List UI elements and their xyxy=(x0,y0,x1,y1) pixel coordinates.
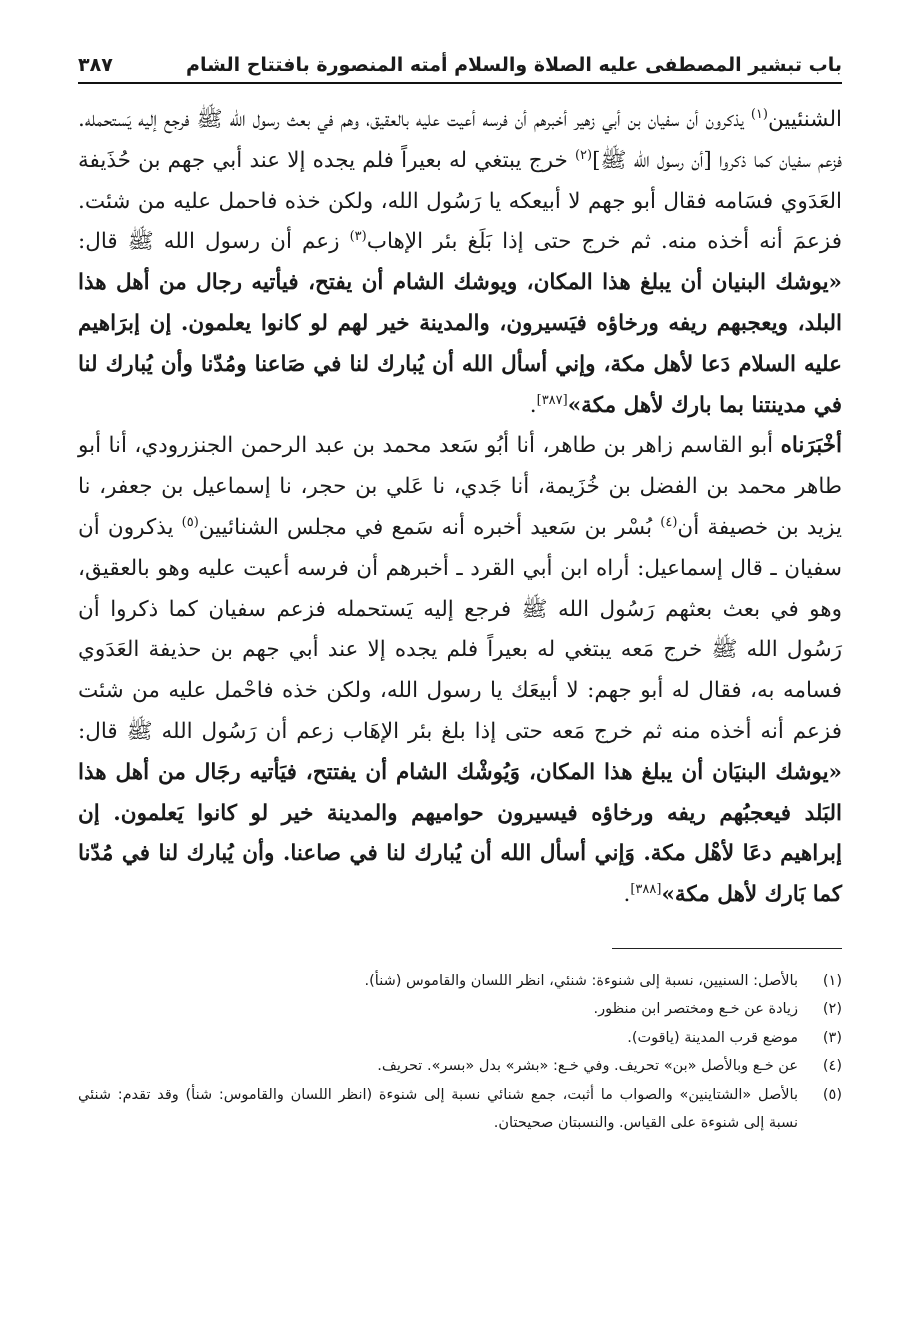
hadith-quote: «يوشك البنيَان أن يبلغ هذا المكان، وَيُوشْك الشام أن يفتتح، فيَأتيه رجَال من أهل هذا البَلد فيعجبُهم ريفه ورخاؤه فيسيرون حواميهم والمدينة خير لو كانوا يَعلمون. إن إبراهيم دعَا لأهْل مكة. وَإني أسأل الله أن يُبارك لنا في صاعنا. وأن يُبارك لنا في مُدّنا كما بَارك لأهل مكة» xyxy=(78,759,842,908)
hadith-number: [٣٨٧] xyxy=(536,392,568,408)
paragraph-1 xyxy=(78,100,842,426)
main-text xyxy=(78,100,842,916)
chapter-title: باب تبشير المصطفى عليه الصلاة والسلام أمته المنصورة بافتتاح الشام xyxy=(186,54,842,76)
footnote-number: (١) xyxy=(822,972,842,989)
hadith-quote: «يوشك البنيان أن يبلغ هذا المكان، ويوشك الشام أن يفتح، فيأتيه رجال من أهل هذا البلد، ويعجبهم ريفه ورخاؤه فيَسيرون، والمدينة خير لهم لو كانوا يعلمون. إن إبرَاهيم عليه السلام دَعا لأهل مكة، وإني أسأل الله أن يُبارك لنا في صَاعنا ومُدّنا وأن يُبارك لنا في مدينتنا بما بارك لأهل مكة» xyxy=(78,270,842,418)
footnote-item xyxy=(78,1024,842,1053)
footnote-item xyxy=(78,1081,842,1138)
footnote-number: (٤) xyxy=(822,1058,842,1075)
text-run: . xyxy=(623,882,631,908)
hadith-number: [٣٨٨] xyxy=(630,881,662,897)
footnote-ref-3: (٣) xyxy=(349,229,367,245)
text-run: بُسْر بن سَعيد أخبره أنه سَمع في مجلس الشنائيين xyxy=(198,514,661,540)
footnote-text: موضع قرب المدينة (ياقوت). xyxy=(627,1029,798,1046)
footnote-item xyxy=(78,967,842,996)
page-number: ٣٨٧ xyxy=(78,54,113,76)
footnote-number: (٢) xyxy=(822,1001,842,1018)
footnote-text: زيادة عن خـع ومختصر ابن منظور. xyxy=(593,1001,798,1018)
footnote-separator xyxy=(612,948,842,949)
text-run: خرج يبتغي له بعيراً فلم يجده إلا عند أبي جهم بن حُذَيفة العَدَوي فسَامه فقال أبو جهم لا أبيعكه يا رَسُول الله، ولكن خذه فاحمل عليه من شئت. فزعمَ أنه أخذه منه. ثم خرج حتى إذا بَلَغ بئر الإهاب xyxy=(78,147,842,255)
footnote-ref-2: (٢) xyxy=(574,147,593,163)
text-run: . xyxy=(529,392,537,418)
footnote-ref-5: (٥) xyxy=(181,514,199,530)
footnote-number: (٥) xyxy=(822,1086,842,1103)
footnote-item xyxy=(78,1052,842,1081)
footnotes xyxy=(78,967,842,1138)
footnote-text: بالأصل: السنيين، نسبة إلى شنوءة: شنئي، انظر اللسان والقاموس (شنأ). xyxy=(364,972,798,989)
text-run: الشنئيين xyxy=(767,107,842,132)
footnote-ref-1: (١) xyxy=(750,106,768,122)
paragraph-lead: أخْبَرَناه xyxy=(780,433,842,459)
footnote-item xyxy=(78,995,842,1024)
footnote-text: بالأصل «الشتاينين» والصواب ما أثبت، جمع شنائي نسبة إلى شنوءة (انظر اللسان والقاموس: شنأ) وقد تقدم: شنئي نسبة إلى شنوءة على القياس. والنسبتان صحيحتان. xyxy=(78,1086,798,1132)
header-rule xyxy=(78,82,842,84)
text-run: يذكرون أن سفيان بن أبي زهير أخبرهم أن فرسه أعيت عليه بالعقيق، وهم في بعث رسول الله ﷺ فرجع إليه يَستحمله. فزعم سفيان كما ذكروا [أن رسول الله ﷺ] xyxy=(78,107,842,173)
text-run: زعم أن رسول الله ﷺ قال: xyxy=(78,229,350,255)
book-page xyxy=(78,40,842,1310)
running-header xyxy=(78,40,842,76)
footnote-ref-4: (٤) xyxy=(660,514,678,530)
footnote-text: عن خـع وبالأصل «بن» تحريف. وفي خـع: «بشر» بدل «بسر». تحريف. xyxy=(377,1058,798,1075)
text-run: يذكرون أن سفيان ـ قال إسماعيل: أراه ابن أبي القرد ـ أخبرهم أن فرسه أعيت عليه وهو بالعقيق، وهو في بعث بعثهم رَسُول الله ﷺ فرجع إليه يَستحمله فزعم سفيان كما ذكروا أن رَسُول الله ﷺ خرج مَعه يبتغي له بعيراً فلم يجده إلا عند أبي جهم بن حذيفة العَدَوي فسامه به، فقال له أبو جهم: لا أبيعَك يا رسول الله، ولكن خذه فاحْمل عليه من شئت فزعم أنه أخذه منه ثم خرج مَعه حتى إذا بلغ بئر الإهَاب زعم أن رَسُول الله ﷺ قال: xyxy=(78,514,842,744)
paragraph-2 xyxy=(78,426,842,916)
footnote-number: (٣) xyxy=(822,1029,842,1046)
text-run: أبو القاسم زاهر بن طاهر، أنا أبُو سَعد محمد بن عبد الرحمن الجنزرودي، أنا أبو طاهر محمد بن الفضل بن خُزَيمة، أنا جَدي، نا عَلي بن حجر، نا إسماعيل بن جعفر، نا يزيد بن خصيفة أن xyxy=(78,433,842,540)
